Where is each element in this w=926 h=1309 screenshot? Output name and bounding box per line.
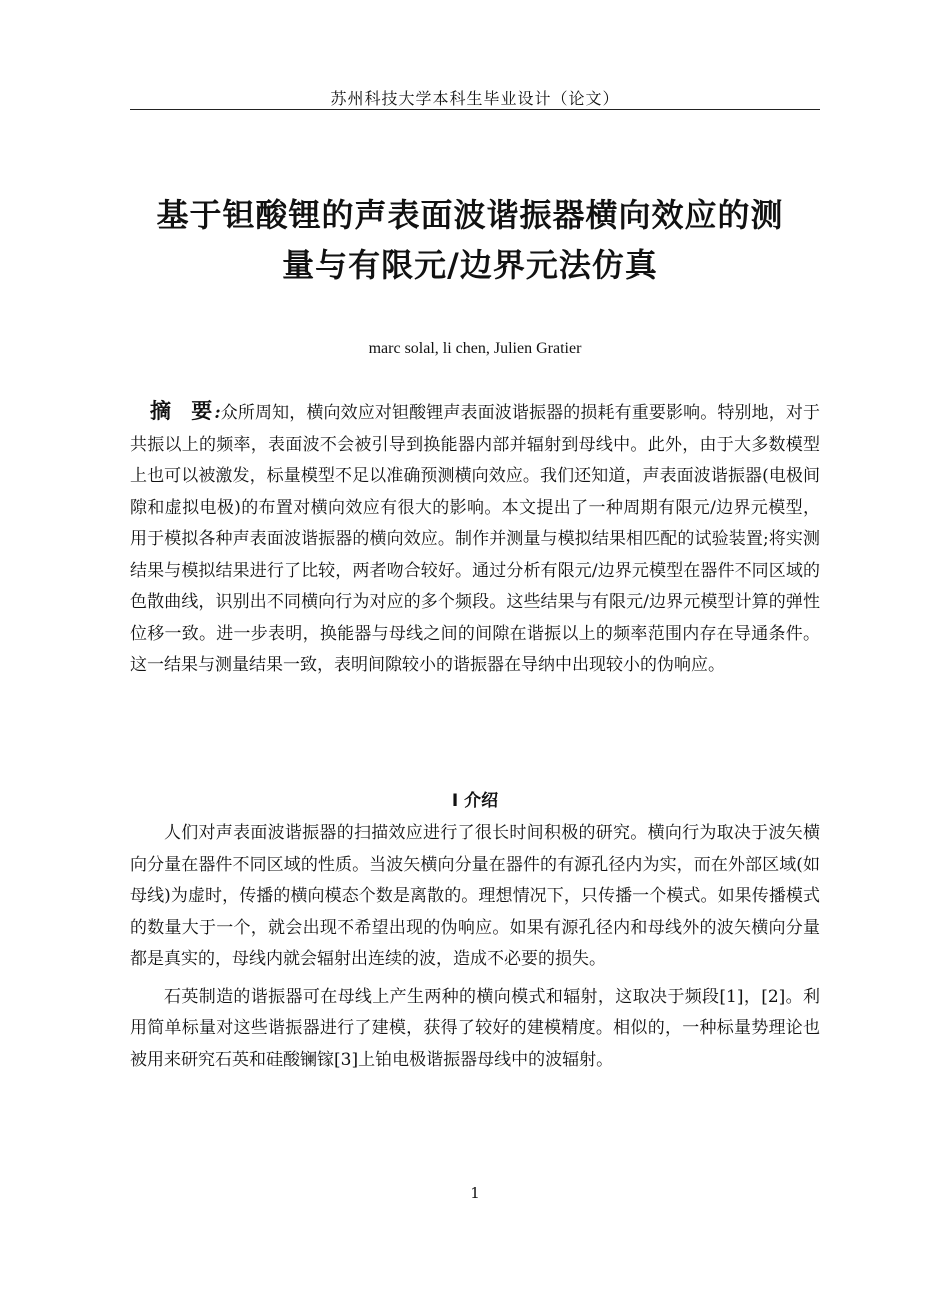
section-heading-introduction: I 介绍 xyxy=(451,791,499,811)
paragraph: 人们对声表面波谐振器的扫描效应进行了很长时间积极的研究。横向行为取决于波矢横向分量在器件不同区域的性质。当波矢横向分量在器件的有源孔径内为实，而在外部区域(如母线)为虚时，传播的横向模态个数是离散的。理想情况下，只传播一个模式。如果传播模式的数量大于一个，就会出现不希望出现的伪响应。如果有源孔径内和母线外的波矢横向分量都是真实的，母线内就会辐射出连续的波，造成不必要的损失。 xyxy=(130,823,820,969)
abstract-label xyxy=(130,399,214,423)
abstract-text: 众所周知，横向效应对钽酸锂声表面波谐振器的损耗有重要影响。特别地，对于共振以上的频率，表面波不会被引导到换能器内部并辐射到母线中。此外，由于大多数模型上也可以被激发，标量模型不足以准确预测横向效应。我们还知道，声表面波谐振器(电极间隙和虚拟电极)的布置对横向效应有很大的影响。本文提出了一种周期有限元/边界元模型，用于模拟各种声表面波谐振器的横向效应。制作并测量与模拟结果相匹配的试验装置;将实测结果与模拟结果进行了比较，两者吻合较好。通过分析有限元/边界元模型在器件不同区域的色散曲线，识别出不同横向行为对应的多个频段。这些结果与有限元/边界元模型计算的弹性位移一致。进一步表明，换能器与母线之间的间隙在谐振以上的频率范围内存在导通条件。这一结果与测量结果一致，表明间隙较小的谐振器在导纳中出现较小的伪响应。 xyxy=(130,403,821,675)
title-line-2: 量与有限元/边界元法仿真 xyxy=(282,246,658,284)
abstract xyxy=(130,396,820,682)
abstract-colon: : xyxy=(214,403,221,423)
author-list: marc solal, li chen, Julien Gratier xyxy=(368,340,582,357)
paper-title xyxy=(110,190,830,290)
page-number: 1 xyxy=(470,1184,480,1202)
abstract-label-char-2: 要 xyxy=(191,399,215,423)
introduction-body xyxy=(130,818,820,1082)
header-divider xyxy=(130,109,820,110)
running-header: 苏州科技大学本科生毕业设计（论文） xyxy=(330,89,620,108)
title-line-1: 基于钽酸锂的声表面波谐振器横向效应的测 xyxy=(156,196,784,234)
abstract-label-char-1: 摘 xyxy=(150,399,174,423)
paragraph: 石英制造的谐振器可在母线上产生两种的横向模式和辐射，这取决于频段[1]，[2]。利用简单标量对这些谐振器进行了建模，获得了较好的建模精度。相似的，一种标量势理论也被用来研究石英和硅酸镧镓[3]上铂电极谐振器母线中的波辐射。 xyxy=(130,986,820,1070)
